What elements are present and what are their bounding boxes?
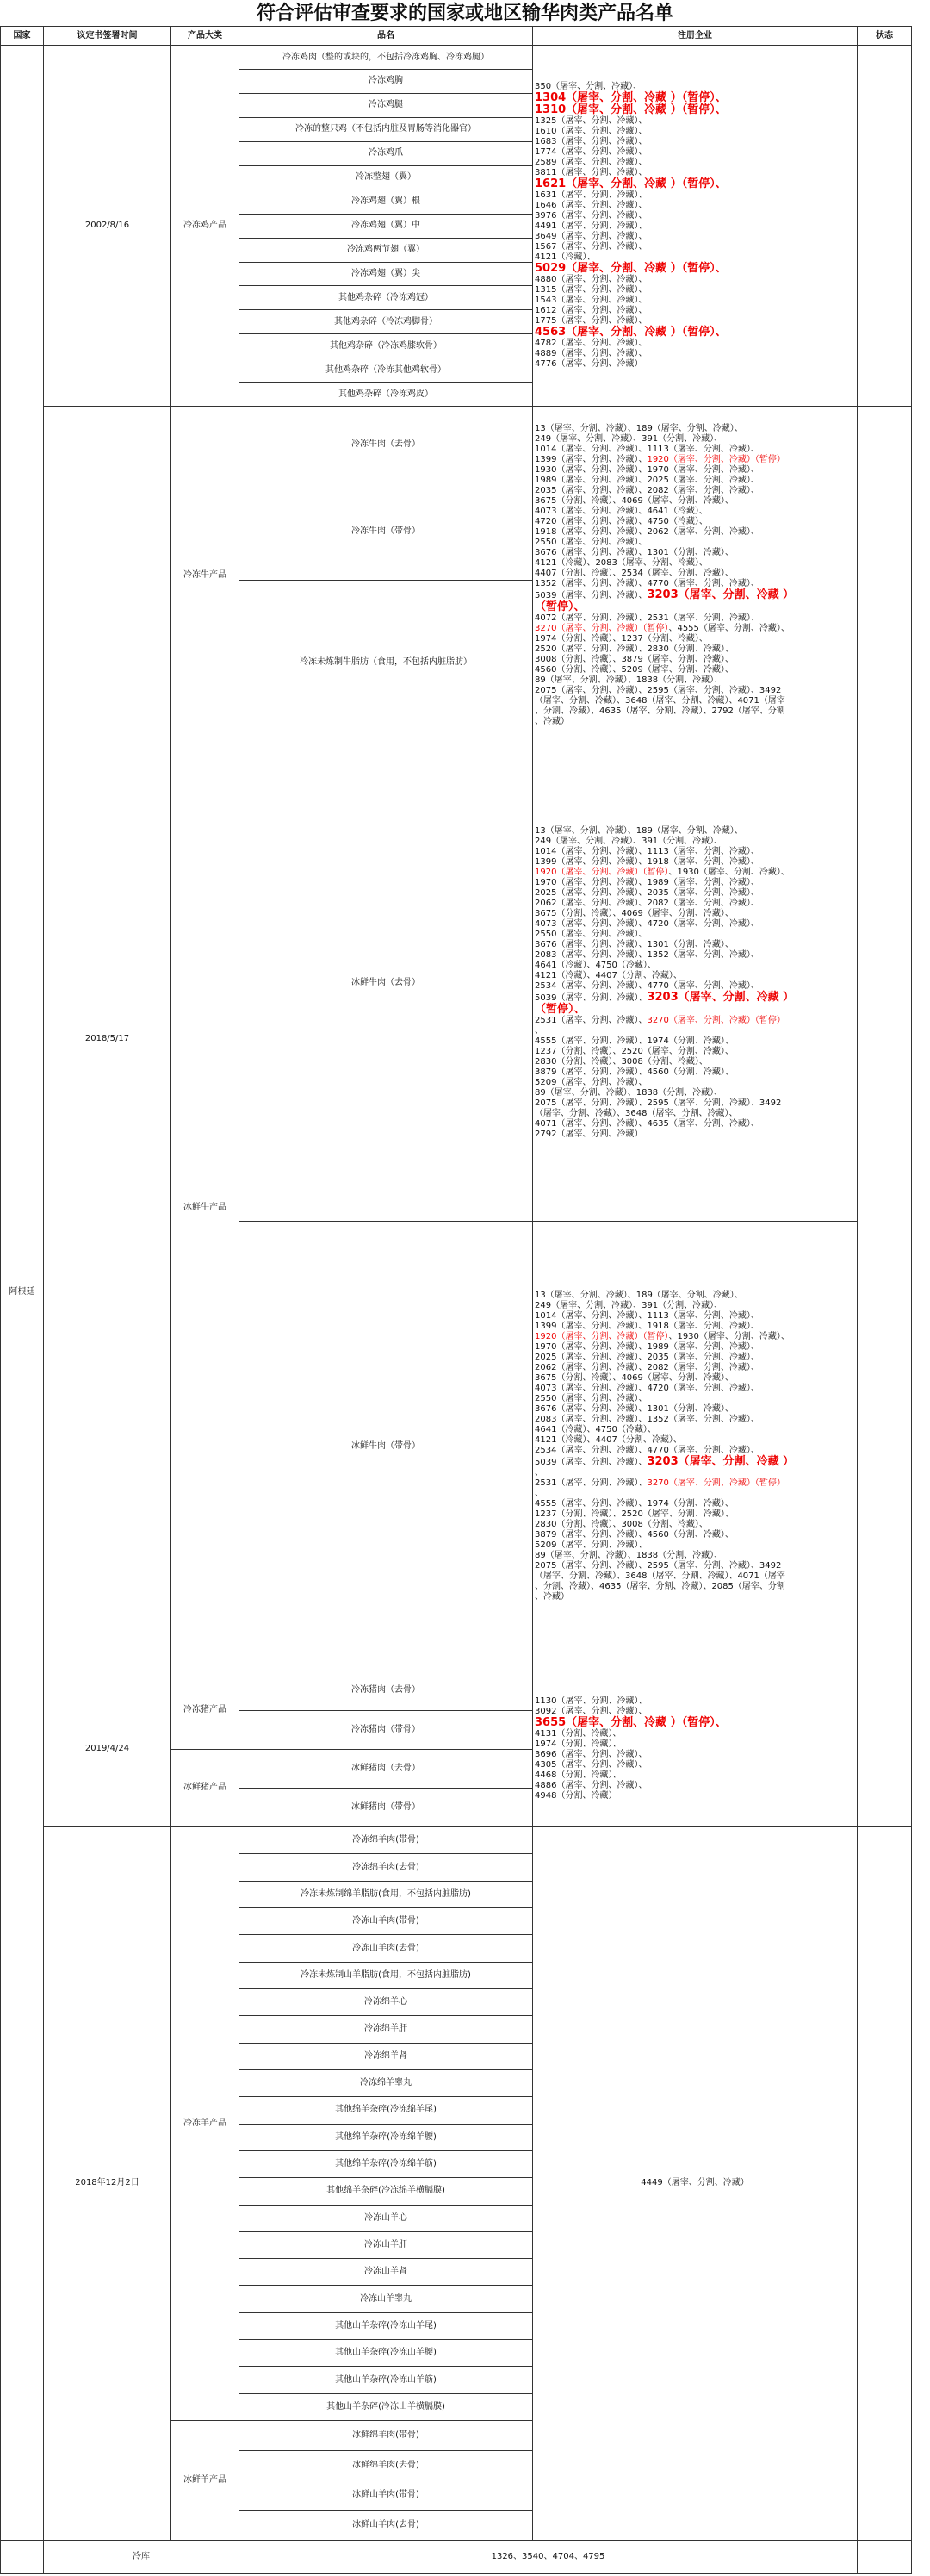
page-title: 符合评估审查要求的国家或地区输华肉类产品名单 <box>256 2 673 24</box>
enterprise-entry: （暂停）、 <box>535 1002 586 1016</box>
enterprise-entry: 4880（屠宰、分割、冷藏）、 <box>535 275 648 285</box>
enterprise-entry: 2035（屠宰、分割、冷藏）、2082（屠宰、分割、冷藏）、 <box>535 485 760 495</box>
enterprise-entry: 1621（屠宰、分割、冷藏 ）（暂停）、 <box>535 177 727 191</box>
enterprise-entry: 1130（屠宰、分割、冷藏）、 <box>535 1696 648 1707</box>
product-row <box>1 46 912 70</box>
enterprise-entry: 1974（分割、冷藏）、1237（分割、冷藏）、 <box>535 633 708 644</box>
status-cell <box>858 1671 912 1827</box>
suspended-enterprise: 3203（屠宰、分割、冷藏 ） <box>647 990 795 1004</box>
enterprise-entry: 4121（冷藏）、 <box>535 252 596 263</box>
enterprise-entry: 1352（屠宰、分割、冷藏）、4770（屠宰、分割、冷藏）、 <box>535 578 760 588</box>
enterprise-entry: 13（屠宰、分割、冷藏）、189（屠宰、分割、冷藏）、 <box>535 423 743 433</box>
signing-date-cell: 2002/8/16 <box>44 46 171 407</box>
product-name-cell: 冷冻绵羊肾 <box>239 2043 533 2069</box>
category-cell: 冷冻羊产品 <box>171 1827 239 2421</box>
enterprise-entry: 2075（屠宰、分割、冷藏）、2595（屠宰、分割、冷藏）、3492 <box>535 685 782 695</box>
enterprise-entry: 3649（屠宰、分割、冷藏）、 <box>535 232 648 242</box>
enterprise-entry: 、分割、冷藏）、4635（屠宰、分割、冷藏）、2792（屠宰、分割 <box>535 706 785 716</box>
product-name-cell: 冷冻山羊肝 <box>239 2231 533 2258</box>
product-name-cell: 冰鲜绵羊肉(去骨) <box>239 2450 533 2480</box>
enterprise-entry: 1543（屠宰、分割、冷藏）、 <box>535 296 648 306</box>
product-name-cell: 冷冻山羊肾 <box>239 2259 533 2286</box>
product-name-cell: 冷冻牛肉（带骨） <box>239 482 533 581</box>
product-name-cell: 冰鲜猪肉（带骨） <box>239 1788 533 1826</box>
enterprise-entry: 1918（屠宰、分割、冷藏）、2062（屠宰、分割、冷藏）、 <box>535 526 760 537</box>
product-name-cell: 冷冻山羊肉(带骨) <box>239 1908 533 1935</box>
blank-cell <box>1 2540 44 2573</box>
enterprise-entry: 1014（屠宰、分割、冷藏）、1113（屠宰、分割、冷藏）、 <box>535 846 760 856</box>
enterprise-entry <box>535 624 855 634</box>
enterprise-entry: 4121（冷藏）、4407（分割、冷藏）、 <box>535 970 682 980</box>
category-cell: 冷冻猪产品 <box>171 1671 239 1749</box>
product-name-cell: 冷冻绵羊肉(带骨) <box>239 1827 533 1854</box>
product-name-cell: 冷冻鸡翅（翼）尖 <box>239 262 533 286</box>
column-header: 议定书签署时间 <box>44 27 171 46</box>
enterprise-entry: 4889（屠宰、分割、冷藏）、 <box>535 349 648 359</box>
product-name-cell: 其他绵羊杂碎(冷冻绵羊筋) <box>239 2150 533 2177</box>
enterprise-entry: 3879（屠宰、分割、冷藏）、4560（分割、冷藏）、 <box>535 1529 734 1540</box>
enterprise-entry: 1970（屠宰、分割、冷藏）、1989（屠宰、分割、冷藏）、 <box>535 877 760 887</box>
status-cell <box>858 2540 912 2573</box>
enterprise-entry: （屠宰、分割、冷藏）、3648（屠宰、分割、冷藏）、4071（屠宰 <box>535 1571 785 1581</box>
enterprise-entry: 2589（屠宰、分割、冷藏）、 <box>535 158 648 168</box>
enterprise-entry: 4776（屠宰、分割、冷藏） <box>535 359 643 370</box>
column-header: 注册企业 <box>533 27 858 46</box>
enterprise-part: 2531（屠宰、分割、冷藏）、 <box>535 1478 648 1488</box>
product-name-cell: 冷冻未炼制山羊脂肪(食用，不包括内脏脂肪) <box>239 1962 533 1988</box>
enterprise-entry: （暂停）、 <box>535 600 586 613</box>
product-list-table <box>0 26 912 2574</box>
product-name-cell: 冷冻山羊肉(去骨) <box>239 1935 533 1962</box>
status-cell <box>858 1827 912 2541</box>
enterprise-entry: 2062（屠宰、分割、冷藏）、2082（屠宰、分割、冷藏）、 <box>535 898 760 908</box>
enterprise-entry: 、 <box>535 1467 543 1478</box>
enterprise-entry: 13（屠宰、分割、冷藏）、189（屠宰、分割、冷藏）、 <box>535 825 743 836</box>
enterprise-entry <box>535 455 855 465</box>
enterprise-cell <box>533 744 858 1222</box>
column-header: 状态 <box>858 27 912 46</box>
signing-date-cell: 2018年12月2日 <box>44 1827 171 2541</box>
enterprise-entry: 1612（屠宰、分割、冷藏）、 <box>535 306 648 316</box>
enterprise-part: 、4555（屠宰、分割、冷藏）、 <box>668 623 790 633</box>
enterprise-entry: 4782（屠宰、分割、冷藏）、 <box>535 339 648 349</box>
enterprise-part: 5039（屠宰、分割、冷藏）、 <box>535 590 648 600</box>
enterprise-entry: 3675（分割、冷藏）、4069（屠宰、分割、冷藏）、 <box>535 1372 734 1383</box>
product-name-cell: 冷冻未炼制绵羊脂肪(食用，不包括内脏脂肪) <box>239 1881 533 1907</box>
signing-date-cell: 2019/4/24 <box>44 1671 171 1827</box>
product-name-cell: 冷冻山羊心 <box>239 2205 533 2231</box>
enterprise-entry: 4072（屠宰、分割、冷藏）、2531（屠宰、分割、冷藏）、 <box>535 613 760 623</box>
enterprise-entry: 2830（分割、冷藏）、3008（分割、冷藏）、 <box>535 1519 708 1529</box>
enterprise-entry: 1683（屠宰、分割、冷藏）、 <box>535 137 648 147</box>
header-row <box>1 27 912 46</box>
enterprise-cell: 4449（屠宰、分割、冷藏） <box>533 1827 858 2541</box>
enterprise-entry <box>535 868 855 878</box>
enterprise-entry <box>535 992 855 1004</box>
enterprise-entry: 4121（冷藏）、4407（分割、冷藏）、 <box>535 1434 682 1445</box>
suspended-enterprise: 3203（屠宰、分割、冷藏 ） <box>647 1454 795 1468</box>
suspended-enterprise: 3270（屠宰、分割、冷藏）（暂停） <box>647 1015 785 1025</box>
suspended-enterprise: 1920（屠宰、分割、冷藏）（暂停） <box>535 1331 669 1341</box>
enterprise-entry: 4641（冷藏）、4750（冷藏）、 <box>535 960 656 970</box>
enterprise-cell <box>533 1671 858 1827</box>
enterprise-entry: 5209（屠宰、分割、冷藏）、 <box>535 1077 648 1087</box>
enterprise-entry: 1774（屠宰、分割、冷藏）、 <box>535 147 648 158</box>
enterprise-entry: 4563（屠宰、分割、冷藏 ）（暂停）、 <box>535 326 727 339</box>
enterprise-entry: 3008（分割、冷藏）、3879（屠宰、分割、冷藏）、 <box>535 654 734 664</box>
product-name-cell: 冷冻鸡爪 <box>239 141 533 165</box>
cold-storage-label: 冷库 <box>44 2540 239 2573</box>
product-name-cell: 冷冻鸡腿 <box>239 93 533 117</box>
product-name-cell: 冷冻绵羊心 <box>239 1989 533 2016</box>
product-name-cell: 冷冻山羊睾丸 <box>239 2286 533 2312</box>
enterprise-entry: 1237（分割、冷藏）、2520（屠宰、分割、冷藏）、 <box>535 1509 734 1519</box>
product-name-cell: 冷冻未炼制牛脂肪（食用，不包括内脏脂肪） <box>239 580 533 744</box>
category-cell: 冰鲜牛产品 <box>171 744 239 1671</box>
enterprise-entry: 4073（屠宰、分割、冷藏）、4720（屠宰、分割、冷藏）、 <box>535 1383 760 1393</box>
enterprise-entry: 4071（屠宰、分割、冷藏）、4635（屠宰、分割、冷藏）、 <box>535 1118 760 1129</box>
enterprise-entry: 3092（屠宰、分割、冷藏）、 <box>535 1707 648 1717</box>
enterprise-entry: 1310（屠宰、分割、冷藏 ）（暂停）、 <box>535 103 727 117</box>
enterprise-entry: 1646（屠宰、分割、冷藏）、 <box>535 201 648 211</box>
enterprise-entry: 1775（屠宰、分割、冷藏）、 <box>535 316 648 327</box>
enterprise-entry <box>535 1016 855 1026</box>
category-cell: 冷冻牛产品 <box>171 407 239 744</box>
product-name-cell: 冷冻绵羊肝 <box>239 2016 533 2043</box>
enterprise-entry: 4720（屠宰、分割、冷藏）、4750（冷藏）、 <box>535 516 708 526</box>
product-name-cell: 冰鲜牛肉（去骨） <box>239 744 533 1222</box>
enterprise-entry: 3696（屠宰、分割、冷藏）、 <box>535 1750 648 1760</box>
cold-storage-row <box>1 2540 912 2573</box>
enterprise-entry: 2083（屠宰、分割、冷藏）、1352（屠宰、分割、冷藏）、 <box>535 949 760 960</box>
enterprise-entry: 2550（屠宰、分割、冷藏）、 <box>535 1393 648 1403</box>
suspended-enterprise: 1920（屠宰、分割、冷藏）（暂停） <box>535 867 669 877</box>
enterprise-entry <box>535 1332 855 1342</box>
product-name-cell: 其他鸡杂碎（冷冻鸡皮） <box>239 383 533 407</box>
enterprise-entry: 1315（屠宰、分割、冷藏）、 <box>535 285 648 296</box>
enterprise-entry: 13（屠宰、分割、冷藏）、189（屠宰、分割、冷藏）、 <box>535 1290 743 1300</box>
enterprise-part: 2531（屠宰、分割、冷藏）、 <box>535 1015 648 1025</box>
enterprise-entry: 3676（屠宰、分割、冷藏）、1301（分割、冷藏）、 <box>535 939 734 949</box>
suspended-enterprise: 3270（屠宰、分割、冷藏）（暂停） <box>535 623 669 633</box>
enterprise-entry: 2830（分割、冷藏）、3008（分割、冷藏）、 <box>535 1056 708 1067</box>
product-name-cell: 冰鲜牛肉（带骨） <box>239 1222 533 1671</box>
enterprise-entry: 2550（屠宰、分割、冷藏）、 <box>535 929 648 939</box>
product-name-cell: 冰鲜山羊肉(去骨) <box>239 2511 533 2541</box>
enterprise-entry: 89（屠宰、分割、冷藏）、1838（分割、冷藏）、 <box>535 1087 723 1098</box>
enterprise-entry: 3676（屠宰、分割、冷藏）、1301（分割、冷藏）、 <box>535 1403 734 1414</box>
enterprise-part: 、1930（屠宰、分割、冷藏）、 <box>668 867 790 877</box>
enterprise-entry: 1610（屠宰、分割、冷藏）、 <box>535 127 648 137</box>
product-name-cell: 其他山羊杂碎(冷冻山羊横膈膜) <box>239 2393 533 2420</box>
enterprise-entry: 3675（分割、冷藏）、4069（屠宰、分割、冷藏）、 <box>535 908 734 918</box>
product-name-cell: 冷冻整翅（翼） <box>239 165 533 190</box>
enterprise-entry: （屠宰、分割、冷藏）、3648（屠宰、分割、冷藏）、 <box>535 1108 738 1118</box>
enterprise-entry: 350（屠宰、分割、冷藏）、 <box>535 82 642 92</box>
product-name-cell: 冷冻牛肉（去骨） <box>239 407 533 482</box>
product-name-cell: 冷冻绵羊肉(去骨) <box>239 1854 533 1881</box>
enterprise-entry: 、分割、冷藏）、4635（屠宰、分割、冷藏）、2085（屠宰、分割 <box>535 1581 785 1591</box>
enterprise-entry: 4073（屠宰、分割、冷藏）、4720（屠宰、分割、冷藏）、 <box>535 918 760 929</box>
enterprise-entry: 3811（屠宰、分割、冷藏）、 <box>535 168 648 178</box>
enterprise-entry: 4641（冷藏）、4750（冷藏）、 <box>535 1424 656 1434</box>
enterprise-entry: 2520（屠宰、分割、冷藏）、2830（分割、冷藏）、 <box>535 644 734 654</box>
product-name-cell: 冰鲜山羊肉(带骨) <box>239 2480 533 2511</box>
product-name-cell: 其他鸡杂碎（冷冻鸡膝软骨） <box>239 334 533 358</box>
product-name-cell: 冷冻鸡翅（翼）中 <box>239 214 533 238</box>
signing-date-cell: 2018/5/17 <box>44 407 171 1671</box>
cold-storage-enterprises: 1326、3540、4704、4795 <box>239 2540 858 2573</box>
enterprise-entry: 、冷藏） <box>535 716 569 726</box>
enterprise-entry: 4886（屠宰、分割、冷藏）、 <box>535 1781 648 1791</box>
enterprise-entry: 4468（分割、冷藏）、 <box>535 1770 622 1781</box>
enterprise-part: 、1930（屠宰、分割、冷藏）、 <box>668 1331 790 1341</box>
enterprise-entry: 249（屠宰、分割、冷藏）、391（分割、冷藏）、 <box>535 1300 723 1310</box>
product-name-cell: 冰鲜猪肉（去骨） <box>239 1749 533 1788</box>
enterprise-entry: 4073（屠宰、分割、冷藏）、4641（冷藏）、 <box>535 506 708 516</box>
product-name-cell: 其他鸡杂碎（冷冻鸡冠） <box>239 286 533 310</box>
enterprise-part: 1399（屠宰、分割、冷藏）、 <box>535 454 648 464</box>
product-name-cell: 其他山羊杂碎(冷冻山羊筋) <box>239 2367 533 2393</box>
enterprise-entry: 3676（屠宰、分割、冷藏）、1301（分割、冷藏）、 <box>535 547 734 557</box>
enterprise-entry: 1014（屠宰、分割、冷藏）、1113（屠宰、分割、冷藏）、 <box>535 444 760 454</box>
enterprise-entry: 89（屠宰、分割、冷藏）、1838（分割、冷藏）、 <box>535 675 723 685</box>
product-name-cell: 冰鲜绵羊肉(带骨) <box>239 2421 533 2451</box>
category-cell: 冰鲜猪产品 <box>171 1749 239 1826</box>
enterprise-entry: 2792（屠宰、分割、冷藏） <box>535 1129 643 1139</box>
enterprise-entry: 2550（屠宰、分割、冷藏）、 <box>535 537 648 547</box>
enterprise-entry: 1399（屠宰、分割、冷藏）、1918（屠宰、分割、冷藏）、 <box>535 1321 760 1331</box>
enterprise-entry: 4121（冷藏）、2083（屠宰、分割、冷藏）、 <box>535 557 708 568</box>
enterprise-entry: 4555（屠宰、分割、冷藏）、1974（分割、冷藏）、 <box>535 1498 734 1509</box>
enterprise-entry: 3976（屠宰、分割、冷藏）、 <box>535 211 648 221</box>
enterprise-entry: 4560（分割、冷藏）、5209（屠宰、分割、冷藏）、 <box>535 664 734 675</box>
enterprise-entry: 3879（屠宰、分割、冷藏）、4560（分割、冷藏）、 <box>535 1067 734 1077</box>
enterprise-entry: 1304（屠宰、分割、冷藏 ）（暂停）、 <box>535 91 727 105</box>
suspended-enterprise: 1920（屠宰、分割、冷藏）（暂停） <box>647 454 785 464</box>
product-name-cell: 其他山羊杂碎(冷冻山羊尾) <box>239 2312 533 2339</box>
column-header: 产品大类 <box>171 27 239 46</box>
enterprise-entry: 1970（屠宰、分割、冷藏）、1989（屠宰、分割、冷藏）、 <box>535 1341 760 1352</box>
product-name-cell: 其他鸡杂碎（冷冻鸡脚骨） <box>239 310 533 334</box>
enterprise-entry: 5209（屠宰、分割、冷藏）、 <box>535 1540 648 1550</box>
enterprise-cell <box>533 46 858 407</box>
enterprise-entry: 、 <box>535 1025 543 1036</box>
enterprise-entry: 1399（屠宰、分割、冷藏）、1918（屠宰、分割、冷藏）、 <box>535 856 760 867</box>
product-name-cell: 冷冻鸡翅（翼）根 <box>239 190 533 214</box>
enterprise-entry: 、 <box>535 1488 543 1498</box>
enterprise-entry: 1325（屠宰、分割、冷藏）、 <box>535 116 648 127</box>
enterprise-entry: 1567（屠宰、分割、冷藏）、 <box>535 242 648 252</box>
enterprise-entry: 2075（屠宰、分割、冷藏）、2595（屠宰、分割、冷藏）、3492 <box>535 1560 782 1571</box>
product-name-cell: 其他山羊杂碎(冷冻山羊腰) <box>239 2340 533 2367</box>
column-header: 品名 <box>239 27 533 46</box>
enterprise-entry <box>535 1456 855 1468</box>
product-name-cell: 冷冻鸡肉（整的或块的，不包括冷冻鸡胸、冷冻鸡腿） <box>239 46 533 70</box>
product-row <box>1 1671 912 1710</box>
enterprise-entry: 1631（屠宰、分割、冷藏）、 <box>535 190 648 201</box>
status-cell <box>858 46 912 407</box>
product-name-cell: 冷冻鸡胸 <box>239 70 533 94</box>
enterprise-entry: 1974（分割、冷藏）、 <box>535 1739 622 1750</box>
enterprise-entry: 249（屠宰、分割、冷藏）、391（分割、冷藏）、 <box>535 433 723 444</box>
category-cell: 冷冻鸡产品 <box>171 46 239 407</box>
product-name-cell: 冷冻的整只鸡（不包括内脏及胃肠等消化器官） <box>239 117 533 141</box>
enterprise-entry: 1989（屠宰、分割、冷藏）、2025（屠宰、分割、冷藏）、 <box>535 475 760 485</box>
enterprise-part: 5039（屠宰、分割、冷藏）、 <box>535 1457 648 1467</box>
enterprise-entry: 4305（屠宰、分割、冷藏）、 <box>535 1760 648 1770</box>
column-header: 国家 <box>1 27 44 46</box>
enterprise-entry: 2083（屠宰、分割、冷藏）、1352（屠宰、分割、冷藏）、 <box>535 1414 760 1424</box>
suspended-enterprise: 3270（屠宰、分割、冷藏）（暂停） <box>647 1478 785 1488</box>
product-name-cell: 其他绵羊杂碎(冷冻绵羊尾) <box>239 2097 533 2124</box>
enterprise-entry: 2062（屠宰、分割、冷藏）、2082（屠宰、分割、冷藏）、 <box>535 1362 760 1372</box>
country-cell: 阿根廷 <box>1 46 44 2541</box>
enterprise-entry: 、冷藏） <box>535 1591 569 1602</box>
suspended-enterprise: 3203（屠宰、分割、冷藏 ） <box>647 588 795 601</box>
product-row <box>1 407 912 482</box>
enterprise-entry: 4131（分割、冷藏）、 <box>535 1729 622 1739</box>
product-row <box>1 1827 912 1854</box>
enterprise-entry: （屠宰、分割、冷藏）、3648（屠宰、分割、冷藏）、4071（屠宰 <box>535 695 785 706</box>
product-name-cell: 冷冻鸡两节翅（翼） <box>239 238 533 262</box>
enterprise-entry: 1014（屠宰、分割、冷藏）、1113（屠宰、分割、冷藏）、 <box>535 1310 760 1321</box>
enterprise-entry: 2025（屠宰、分割、冷藏）、2035（屠宰、分割、冷藏）、 <box>535 887 760 898</box>
product-name-cell: 其他绵羊杂碎(冷冻绵羊横膈膜) <box>239 2178 533 2205</box>
enterprise-entry: 3655（屠宰、分割、冷藏 ）（暂停）、 <box>535 1716 727 1730</box>
enterprise-entry: 5029（屠宰、分割、冷藏 ）（暂停）、 <box>535 262 727 276</box>
enterprise-cell <box>533 407 858 744</box>
category-cell: 冰鲜羊产品 <box>171 2421 239 2541</box>
enterprise-entry: 2025（屠宰、分割、冷藏）、2035（屠宰、分割、冷藏）、 <box>535 1352 760 1362</box>
enterprise-cell <box>533 1222 858 1671</box>
enterprise-entry: 4491（屠宰、分割、冷藏）、 <box>535 221 648 232</box>
enterprise-entry <box>535 1478 855 1489</box>
product-name-cell: 冷冻猪肉（带骨） <box>239 1710 533 1749</box>
enterprise-entry: 249（屠宰、分割、冷藏）、391（分割、冷藏）、 <box>535 836 723 846</box>
product-name-cell: 其他绵羊杂碎(冷冻绵羊腰) <box>239 2124 533 2150</box>
product-name-cell: 其他鸡杂碎（冷冻其他鸡软骨） <box>239 358 533 383</box>
enterprise-entry: 4407（分割、冷藏）、2534（屠宰、分割、冷藏）、 <box>535 568 734 578</box>
product-name-cell: 冷冻绵羊睾丸 <box>239 2069 533 2096</box>
enterprise-entry: 2075（屠宰、分割、冷藏）、2595（屠宰、分割、冷藏）、3492 <box>535 1098 782 1108</box>
enterprise-entry: 1237（分割、冷藏）、2520（屠宰、分割、冷藏）、 <box>535 1046 734 1056</box>
enterprise-entry: 89（屠宰、分割、冷藏）、1838（分割、冷藏）、 <box>535 1550 723 1560</box>
enterprise-entry: 4948（分割、冷藏） <box>535 1791 617 1801</box>
enterprise-entry: 3675（分割、冷藏）、4069（屠宰、分割、冷藏）、 <box>535 495 734 506</box>
status-cell <box>858 407 912 1671</box>
enterprise-part: 5039（屠宰、分割、冷藏）、 <box>535 992 648 1003</box>
product-name-cell: 冷冻猪肉（去骨） <box>239 1671 533 1710</box>
enterprise-entry <box>535 589 855 601</box>
enterprise-entry: 2534（屠宰、分割、冷藏）、4770（屠宰、分割、冷藏）、 <box>535 980 760 991</box>
enterprise-entry: 4555（屠宰、分割、冷藏）、1974（分割、冷藏）、 <box>535 1036 734 1046</box>
enterprise-entry: 2534（屠宰、分割、冷藏）、4770（屠宰、分割、冷藏）、 <box>535 1445 760 1455</box>
enterprise-entry: 1930（屠宰、分割、冷藏）、1970（屠宰、分割、冷藏）、 <box>535 464 760 475</box>
